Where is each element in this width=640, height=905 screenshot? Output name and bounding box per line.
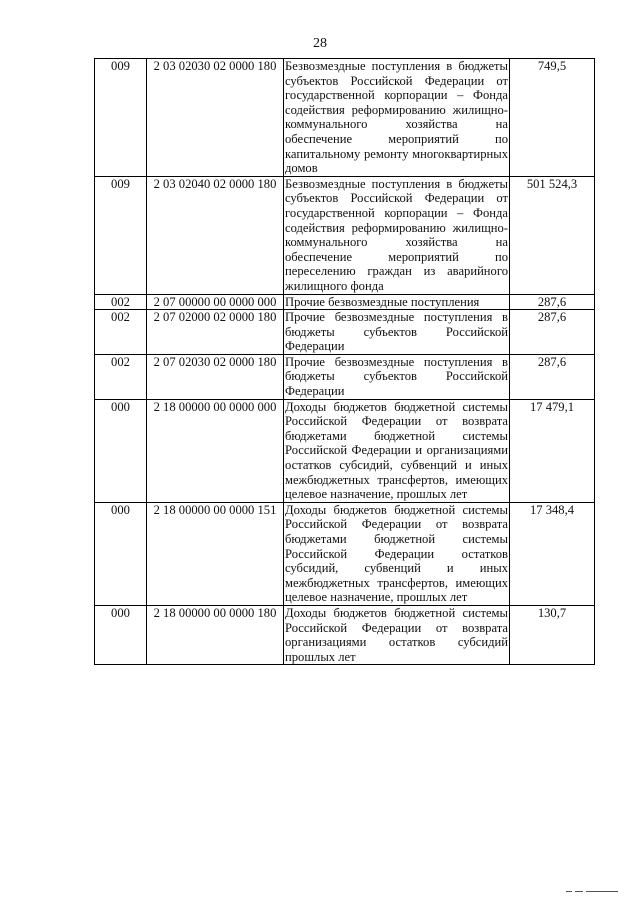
revenue-name-cell: Прочие безвозмездные поступления в бюджеты субъектов Российской Федерации [285,310,508,354]
admin-code-cell: 000 [95,502,147,605]
table-row [95,176,595,294]
page-number: 28 [313,36,327,51]
revenue-name-cell: Прочие безвозмездные поступления в бюджеты субъектов Российской Федерации [285,354,508,399]
budget-code-cell: 2 07 02000 02 0000 180 [147,310,284,355]
budget-code-cell: 2 03 02030 02 0000 180 [147,59,284,177]
admin-code-cell: 009 [95,176,147,294]
admin-code-cell: 009 [95,59,147,177]
revenue-name-cell: Доходы бюджетов бюджетной системы Российской Федерации от возврата бюджетами бюджетной системы Российской Федерации остатков субсидий, субвенций и иных межбюджетных трансфертов, имеющих целевое назначение, прошлых лет [285,502,508,605]
amount-cell: 501 524,3 [510,176,595,294]
amount-cell: 287,6 [510,294,595,310]
footer-scan-mark [566,890,618,892]
amount-cell: 130,7 [510,605,595,664]
amount-cell: 17 348,4 [510,502,595,605]
revenue-name-cell: Безвозмездные поступления в бюджеты субъектов Российской Федерации от государственной корпорации – Фонда содействия реформированию жилищно-коммунального хозяйства на обеспечение мероприятий по капитальному ремонту многоквартирных домов [285,59,508,176]
amount-cell: 17 479,1 [510,399,595,502]
admin-code-cell: 002 [95,354,147,399]
table-row [95,59,595,177]
amount-cell: 749,5 [510,59,595,177]
admin-code-cell: 000 [95,605,147,664]
admin-code-cell: 002 [95,310,147,355]
revenue-name-cell: Прочие безвозмездные поступления [284,294,510,310]
budget-code-cell: 2 03 02040 02 0000 180 [147,176,284,294]
budget-code-cell: 2 07 00000 00 0000 000 [147,294,284,310]
budget-code-cell: 2 07 02030 02 0000 180 [147,354,284,399]
revenue-name-cell: Доходы бюджетов бюджетной системы Российской Федерации от возврата организациями остатков субсидий прошлых лет [285,605,508,664]
amount-cell: 287,6 [510,310,595,355]
table-row [95,294,595,310]
table-row [95,354,595,399]
budget-code-cell: 2 18 00000 00 0000 000 [147,399,284,502]
revenue-name-cell: Безвозмездные поступления в бюджеты субъектов Российской Федерации от государственной корпорации – Фонда содействия реформированию жилищно-коммунального хозяйства на обеспечение мероприятий по переселению граждан из аварийного жилищного фонда [285,176,508,293]
budget-code-cell: 2 18 00000 00 0000 180 [147,605,284,664]
budget-revenue-table [94,58,595,665]
table-row [95,502,595,605]
amount-cell: 287,6 [510,354,595,399]
admin-code-cell: 000 [95,399,147,502]
admin-code-cell: 002 [95,294,147,310]
table-row [95,605,595,664]
budget-code-cell: 2 18 00000 00 0000 151 [147,502,284,605]
table-row [95,310,595,355]
table-row [95,399,595,502]
revenue-name-cell: Доходы бюджетов бюджетной системы Российской Федерации от возврата бюджетами бюджетной системы Российской Федерации и организациями остатков субсидий, субвенций и иных межбюджетных трансфертов, имеющих целевое назначение, прошлых лет [285,399,508,502]
